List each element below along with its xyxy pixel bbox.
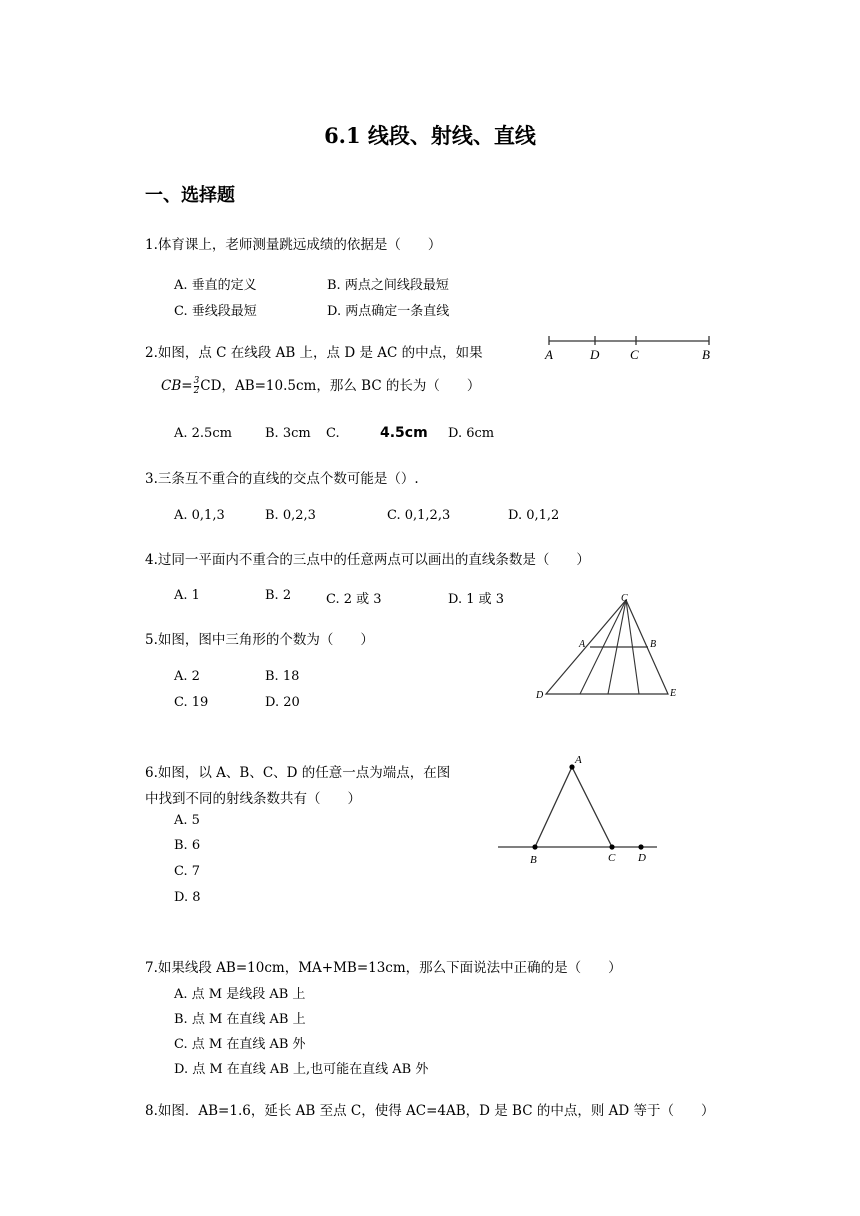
- label-c: C: [621, 593, 628, 604]
- label-a: A: [579, 639, 586, 650]
- segment-ab: [535, 767, 572, 847]
- q4-option-c: C. 2 或 3: [326, 592, 382, 607]
- q6-option-a: A. 5: [174, 813, 200, 828]
- label-d: D: [638, 852, 646, 864]
- q1-option-a: A. 垂直的定义: [174, 278, 257, 293]
- q3-option-c: C. 0,1,2,3: [387, 508, 451, 523]
- q2-fraction-denominator: 2: [193, 386, 200, 396]
- label-c: C: [608, 852, 616, 864]
- section-heading: 一、选择题: [145, 185, 235, 206]
- q2-option-c-value: 4.5cm: [380, 425, 428, 441]
- q6-ray-figure: [495, 750, 665, 870]
- question-2-stem-line2: [161, 374, 480, 396]
- question-3-stem: 3.三条互不重合的直线的交点个数可能是（）.: [145, 471, 419, 487]
- q2-segment-figure: [540, 332, 720, 366]
- q7-option-d: D. 点 M 在直线 AB 上,也可能在直线 AB 外: [174, 1062, 429, 1077]
- segment-ac: [572, 767, 612, 847]
- q4-option-d: D. 1 或 3: [448, 592, 505, 607]
- question-4-stem: 4.过同一平面内不重合的三点中的任意两点可以画出的直线条数是（ ）: [145, 552, 590, 568]
- q2-option-c: C.: [326, 426, 340, 441]
- question-6-stem-line1: 6.如图，以 A、B、C、D 的任意一点为端点，在图: [145, 765, 451, 781]
- label-b: B: [530, 854, 537, 866]
- q5-triangle-figure: [530, 590, 690, 705]
- q2-option-a: A. 2.5cm: [174, 426, 232, 441]
- q5-option-c: C. 19: [174, 695, 209, 710]
- q3-option-d: D. 0,1,2: [508, 508, 560, 523]
- point-c: [609, 844, 614, 849]
- label-d: D: [590, 347, 600, 362]
- question-1-stem: 1.体育课上，老师测量跳远成绩的依据是（ ）: [145, 237, 442, 253]
- q2-fraction: [194, 377, 200, 396]
- point-d: [638, 844, 643, 849]
- q4-option-b: B. 2: [265, 588, 292, 603]
- q1-option-d: D. 两点确定一条直线: [327, 304, 450, 319]
- page-title: 6.1 线段、射线、直线: [324, 123, 536, 148]
- q7-option-b: B. 点 M 在直线 AB 上: [174, 1012, 306, 1027]
- question-6-stem-line2: 中找到不同的射线条数共有（ ）: [145, 791, 361, 807]
- label-d: D: [536, 690, 544, 701]
- label-a: A: [575, 754, 582, 766]
- q7-option-c: C. 点 M 在直线 AB 外: [174, 1037, 306, 1052]
- q3-option-a: A. 0,1,3: [174, 508, 225, 523]
- q6-option-d: D. 8: [174, 890, 201, 905]
- q7-option-a: A. 点 M 是线段 AB 上: [174, 987, 306, 1002]
- q2-cb-label: CB=: [161, 378, 193, 394]
- q6-option-b: B. 6: [174, 838, 201, 853]
- point-b: [532, 844, 537, 849]
- q6-option-c: C. 7: [174, 864, 201, 879]
- q2-fraction-numerator: 3: [193, 376, 200, 386]
- q1-option-c: C. 垂线段最短: [174, 304, 257, 319]
- question-7-stem: 7.如果线段 AB=10cm，MA+MB=13cm，那么下面说法中正确的是（ ）: [145, 960, 622, 976]
- q1-option-b: B. 两点之间线段最短: [327, 278, 449, 293]
- q5-option-d: D. 20: [265, 695, 300, 710]
- q2-stem-rest: CD，AB=10.5cm，那么 BC 的长为（ ）: [200, 378, 481, 394]
- label-e: E: [670, 688, 677, 699]
- q2-option-b: B. 3cm: [265, 426, 311, 441]
- question-2-stem-line1: 2.如图，点 C 在线段 AB 上，点 D 是 AC 的中点，如果: [145, 345, 483, 361]
- question-5-stem: 5.如图，图中三角形的个数为（ ）: [145, 632, 374, 648]
- q5-option-a: A. 2: [174, 669, 200, 684]
- label-c: C: [630, 347, 639, 362]
- q2-option-d: D. 6cm: [448, 426, 495, 441]
- label-a: A: [545, 347, 553, 362]
- label-b: B: [702, 347, 710, 362]
- q4-option-a: A. 1: [174, 588, 200, 603]
- q3-option-b: B. 0,2,3: [265, 508, 316, 523]
- label-b: B: [650, 639, 657, 650]
- point-a: [569, 764, 574, 769]
- question-8-stem: 8.如图．AB=1.6，延长 AB 至点 C，使得 AC=4AB，D 是 BC 的中点，则 AD 等于（ ）: [145, 1103, 715, 1119]
- q5-option-b: B. 18: [265, 669, 300, 684]
